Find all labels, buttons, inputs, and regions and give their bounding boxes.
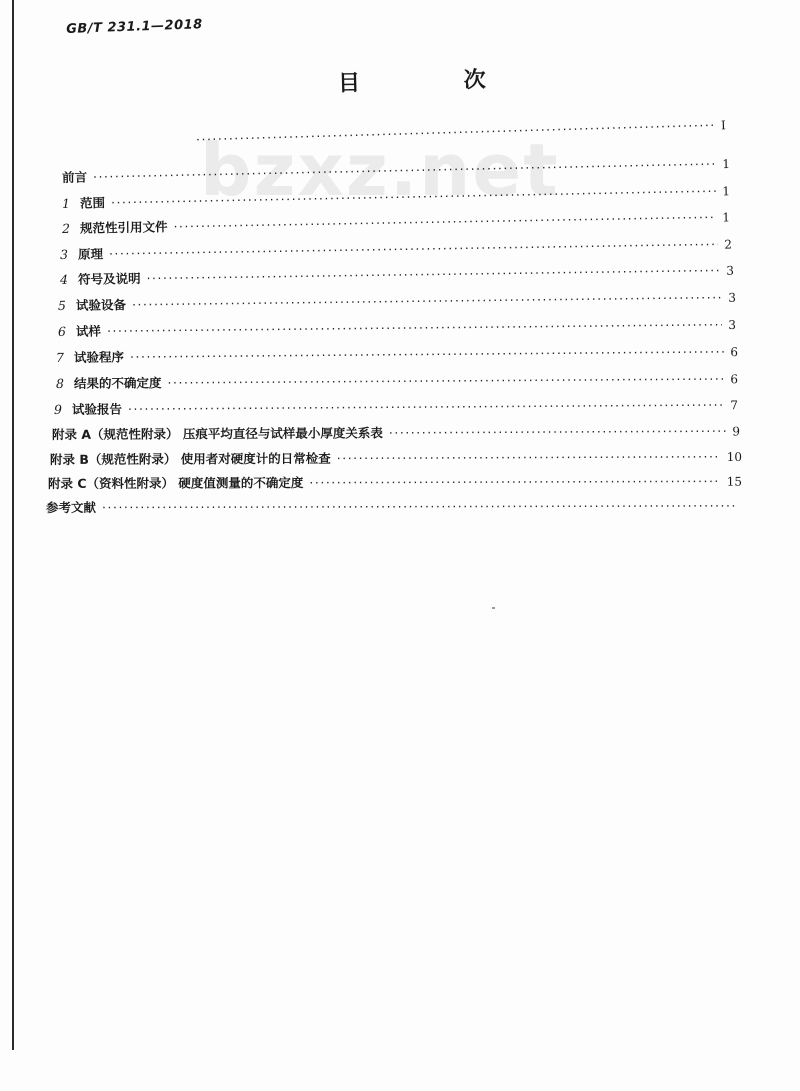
- toc-entry-label: 附录 B（规范性附录） 使用者对硬度计的日常检查: [49, 450, 331, 467]
- toc-entry[interactable]: [56, 342, 738, 366]
- toc-entry-page: 10: [726, 449, 743, 465]
- toc-entry[interactable]: [56, 369, 738, 392]
- toc-entry-label: 试样: [75, 323, 102, 339]
- toc-entry[interactable]: [58, 288, 736, 314]
- toc-entry-number: 2: [61, 220, 71, 236]
- toc-entry-page: 1: [722, 184, 731, 199]
- toc-entry[interactable]: [62, 207, 730, 237]
- toc-entry[interactable]: [52, 421, 740, 443]
- toc-leader-dots: [93, 156, 717, 184]
- toc-entry[interactable]: [50, 447, 742, 468]
- toc-entry[interactable]: [60, 261, 734, 288]
- toc-title: 目 次: [337, 66, 535, 97]
- toc-leader-dots: [132, 290, 722, 312]
- toc-entry-page: 3: [728, 317, 737, 332]
- toc-leader-dots: [337, 449, 721, 466]
- toc-leader-dots: [107, 317, 722, 338]
- toc-entry-label: 原理: [77, 246, 104, 262]
- toc-entry[interactable]: [62, 181, 730, 212]
- toc-entry-page: I: [720, 118, 727, 133]
- toc-entry-label: 附录 C（资料性附录） 硬度值测量的不确定度: [47, 475, 304, 491]
- toc-leader-dots: [309, 474, 720, 490]
- toc-entry[interactable]: [54, 395, 738, 418]
- toc-leader-dots: [130, 344, 724, 364]
- toc-entry[interactable]: [58, 315, 736, 340]
- toc-entry-label: 试验设备: [75, 297, 127, 313]
- toc-entry-label: 结果的不确定度: [73, 375, 162, 391]
- toc-entry-page: 3: [726, 263, 735, 278]
- standard-number: GB/T 231.1—2018: [66, 17, 203, 37]
- toc-entry-number: 4: [59, 271, 69, 287]
- toc-entry-label: 试验程序: [73, 349, 125, 365]
- toc-entry-page: 15: [726, 474, 743, 489]
- toc-entry[interactable]: [62, 154, 730, 186]
- toc-entry-label: 范围: [79, 195, 106, 211]
- toc-leader-dots: [196, 118, 715, 147]
- toc-entry-label: 参考文献: [45, 499, 97, 515]
- toc-leader-dots: [173, 210, 716, 234]
- toc-entry-page: 1: [722, 210, 731, 225]
- toc-entry[interactable]: [60, 234, 732, 263]
- toc-entry-number: 1: [61, 195, 71, 211]
- toc-leader-dots: [111, 183, 717, 210]
- toc-entry-label: 附录 A（规范性附录） 压痕平均直径与试样最小厚度关系表: [51, 425, 383, 442]
- toc-entry-page: 2: [724, 237, 733, 252]
- toc-entry-label: 前言: [61, 169, 88, 185]
- toc-entry-number: 3: [59, 246, 69, 262]
- toc-entry-number: 6: [57, 323, 67, 339]
- toc-entry-number: 7: [55, 349, 65, 365]
- toc-entry-page: 7: [730, 398, 739, 413]
- toc-leader-dots: [389, 423, 727, 440]
- toc-entry-page: 6: [730, 345, 739, 360]
- scan-speck: [492, 607, 495, 609]
- toc-entry-page: 3: [728, 290, 737, 305]
- toc-leader-dots: [102, 498, 736, 515]
- toc-entry-page: 6: [730, 372, 739, 387]
- watermark: bzxz.net: [200, 128, 560, 212]
- toc-entry-label: 试验报告: [71, 401, 123, 417]
- toc-leader-dots: [109, 237, 719, 262]
- toc-entry-page: 9: [732, 424, 741, 439]
- toc-entry[interactable]: [196, 117, 726, 147]
- toc-entry-number: 5: [57, 297, 67, 313]
- toc-entry[interactable]: [48, 472, 742, 492]
- toc-entry-page: 1: [722, 157, 731, 172]
- toc-entry-label: 规范性引用文件: [79, 219, 168, 236]
- toc-entry-label: 符号及说明: [77, 270, 141, 287]
- toc-entry-number: 8: [55, 375, 65, 391]
- toc-leader-dots: [146, 263, 720, 286]
- toc-leader-dots: [167, 371, 724, 390]
- toc-entry[interactable]: [46, 496, 742, 516]
- toc-entry-number: 9: [53, 401, 63, 417]
- toc-leader-dots: [128, 397, 724, 416]
